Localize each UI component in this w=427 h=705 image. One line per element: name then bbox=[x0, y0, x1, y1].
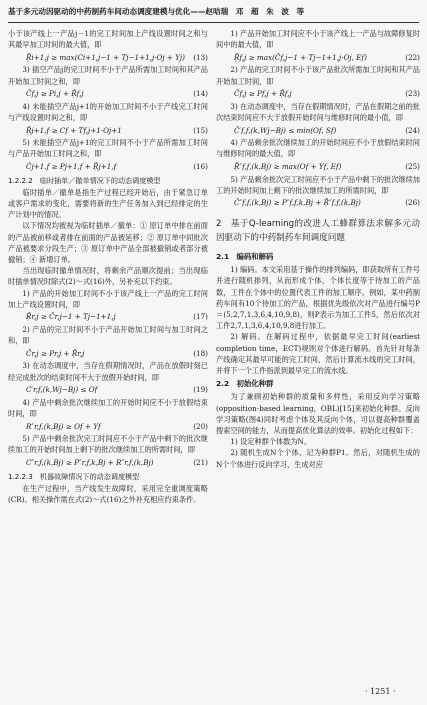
section-heading: 2 基于Q-learning的改进人工蜂群算法求解多元动因驱动下的中药制药车间调度问题 bbox=[216, 219, 420, 243]
paragraph: 3) 在动态调度中，当存在假期情况时，产品在假期之前的批次结束时间应不大于放假开始时间与维修时间的最小值，即 bbox=[216, 101, 420, 123]
subsection-heading: 1.2.2.3 机器故障情况下的动态调度模型 bbox=[8, 471, 140, 481]
equation-body: Ĉr,j ≥ Pr,j + Ṝr,j bbox=[26, 348, 85, 358]
paragraph: 3) 在动态调度中，当存在假期情况时，产品在放假时刻已经完成批次的结束时间不大于放假开始时间，即 bbox=[8, 361, 208, 382]
left-column bbox=[8, 28, 208, 505]
paragraph: 4) 产品中剩余批次继续加工的开始时间应不小于放假结束时间，即 bbox=[8, 397, 208, 419]
paragraph: 5) 产品中剩余批次完工时间应不小于产品中剩下的批次继续加工的开始时间加上剩下的批次继续加工的所需时间，即 bbox=[8, 434, 208, 455]
equation-body: Ĉ″f,f,(k,Bj) ≥ P″f,f,k,Bj + Ṝ″f,f,(k,Bj) bbox=[234, 198, 361, 208]
paragraph: 5) 产品剩余批次完工时间应不小于产品中剩下的批次继续加工的开始时间加上剩下的批次继续加工的所需时间，即 bbox=[216, 174, 420, 195]
paragraph: 2) 解码。在解码过程中，依据最早完工时间(earliest completion time，ECT)规则对个体进行解码。首先针对每条产线确定其最早可能的完工时间，然后计算流水线的完工时间，并将下一个工件指派到最早完工的流水线。 bbox=[216, 332, 420, 376]
equation-15 bbox=[8, 123, 208, 137]
equation-number: (21) bbox=[193, 458, 208, 468]
paragraph: 1) 产品开始加工时间应不小于该产线上一产品与故障修复时间中的最大值，即 bbox=[216, 29, 420, 50]
paragraph: 1) 编码。本文采用基于操作的排列编码，即获取所有工件号并进行随机排列，从而形成个体，个体长度等于待加工的产品数，工件在个体中的位置代表工件的加工顺序。例如，某中药制药车间有10个待加工的产品，根据优先级依次对产品进行编号P＝(5,2,7,1,3,6,4,10,9,8)，则P表示为加工工件5，然后依次对工件2,7,1,3,6,4,10,9,8进行加工。 bbox=[216, 265, 420, 331]
paragraph: 2) 产品的完工时间不小于产品开始加工时间与加工时间之和，即 bbox=[8, 325, 208, 346]
paragraph: 4) 未能插空产品j+1的开始加工时间不小于产线完工时间与产线设置时间之和，即 bbox=[8, 101, 208, 123]
equation-number: (16) bbox=[193, 162, 208, 172]
equation-number: (14) bbox=[193, 89, 208, 99]
subsection-heading: 1.2.2.2 临时插单／撤单情况下的动态调度模型 bbox=[8, 175, 161, 185]
equation-21 bbox=[8, 456, 208, 470]
equation-23 bbox=[216, 87, 420, 101]
subsection-heading: 2.2 初始化种群 bbox=[216, 379, 274, 389]
paragraph: 临时插单／撤单是指生产过程已经开始后，由于紧急订单或客户需求的变化，需要将新的生产任务加入到已经排定的生产计划中的情况。 bbox=[8, 187, 208, 220]
paragraph: 在生产过程中，当产线发生故障时，采用完全重调度策略(CR)。相关操作需在式(2)～式(16)之外补充相应约束条件。 bbox=[8, 483, 208, 505]
equation-number: (24) bbox=[405, 125, 420, 135]
paragraph: 小于该产线上一产品j－1的完工时间加上产线设置时间之和与其最早加工时间的最大值，即 bbox=[8, 29, 208, 50]
equation-20 bbox=[8, 419, 208, 433]
paragraph: 1) 产品的开始加工时间不小于该产线上一产品的完工时间加上产线设置时间，即 bbox=[8, 288, 208, 309]
equation-17 bbox=[8, 310, 208, 324]
equation-26 bbox=[216, 196, 420, 210]
equation-number: (25) bbox=[405, 162, 420, 172]
equation-number: (22) bbox=[405, 52, 420, 62]
paragraph: 3) 插空产品j的完工时间不小于产品所需加工时间和其产品开始加工时间之和，即 bbox=[8, 65, 208, 86]
equation-number: (23) bbox=[405, 89, 420, 99]
equation-body: C″r,f,(k,Bj) ≥ P″r,f,k,Bj + R″r,f,(k,Bj) bbox=[26, 458, 154, 468]
equation-13 bbox=[8, 50, 208, 64]
paragraph: 2) 随机生成N个个体，记为种群P1。然后，对随机生成的N个个体进行反向学习，生成对应 bbox=[216, 448, 420, 469]
equation-body: Ĉ′f,f,(k,Wj−Bj) ≤ min(Of, Sf) bbox=[234, 125, 337, 135]
equation-body: C′r,f,(k,Wj−Bj) ≤ Of bbox=[26, 385, 98, 395]
page-number: · 1251 · bbox=[365, 687, 396, 696]
paragraph: 以下情况均被视为临时插单／撤单：① 原订单中排在前面的产品被前移或者排在前面的产品被延移；② 原订单中同批次产品被要求分段生产；③ 原订单中产品全部被撤销或者部分被撤销；④ 新增订单。 bbox=[8, 221, 208, 265]
paragraph: 5) 未能插空产品j+1的完工时间不小于产品所需加工时间与产品开始加工时间之和，即 bbox=[8, 138, 208, 159]
equation-body: Ĉf,j ≥ Pf,j + Ṝf,j bbox=[234, 89, 292, 99]
paragraph: 为了兼顾初始种群的质量和多样性，采用反向学习策略(opposition-based learning，OBL)[15]来初始化种群。反向学习策略(图4)同时考虑个体及其反向个体，可以提高种群覆盖搜索空间的能力，从而提高优化算法的效率。初始化过程如下： bbox=[216, 392, 420, 436]
equation-number: (19) bbox=[193, 385, 208, 395]
paragraph: 4) 产品剩余批次继续加工的开始时间应不小于放假结束时间与维修时间的最大值，即 bbox=[216, 138, 420, 159]
equation-18 bbox=[8, 346, 208, 360]
equation-body: Ṝr,j ≥ Ĉr,j−1 + Tj−1+1,j bbox=[26, 312, 116, 322]
equation-body: Ĉf,j ≥ Pi,j + Ṝf,j bbox=[26, 89, 84, 99]
equation-24 bbox=[216, 123, 420, 137]
right-column bbox=[216, 28, 420, 470]
equation-14 bbox=[8, 87, 208, 101]
equation-25 bbox=[216, 160, 420, 174]
equation-body: R″r,f,(k,Bj) ≥ Of + Yf bbox=[26, 421, 101, 431]
equation-body: Ĉj+1,f ≥ Pj+1,f + Ṝj+1,f bbox=[26, 162, 117, 172]
running-header: 基于多元动因驱动的中药制药车间动态调度建模与优化——赵咭瑞 邓 超 朱 波 等 bbox=[8, 4, 419, 23]
equation-body: Ṝj+1,f ≥ Cf + Tf,j+1·Oj+1 bbox=[26, 125, 122, 135]
equation-22 bbox=[216, 50, 420, 64]
paragraph: 当出现临时撤单情况时，将剩余产品顺次提前；当出现临时插单情况时除式(2)～式(16)外，另补充以下约束。 bbox=[8, 266, 208, 287]
equation-body: Ṝ″f,f,(k,Bj) ≥ max(Of + Yf, Ef) bbox=[234, 162, 342, 172]
equation-number: (17) bbox=[193, 312, 208, 322]
equation-body: Ṝi+1,j ≥ max(Ci+1,j−1 + Tj−1+1,j·Oj + Yj) bbox=[26, 52, 185, 62]
equation-number: (13) bbox=[193, 52, 208, 62]
equation-19 bbox=[8, 383, 208, 397]
equation-number: (15) bbox=[193, 125, 208, 135]
subsection-heading: 2.1 编码和解码 bbox=[216, 252, 274, 262]
equation-16 bbox=[8, 160, 208, 174]
paragraph: 2) 产品的完工时间不小于该产品批次所需加工时间和其产品开始加工时间，即 bbox=[216, 65, 420, 86]
equation-number: (26) bbox=[405, 198, 420, 208]
paragraph: 1) 设定种群个体数为N。 bbox=[230, 437, 312, 447]
equation-body: Ṝf,j ≥ max(Ĉf,j−1 + Tj−1+1,j·Oj, Ef) bbox=[234, 52, 367, 62]
equation-number: (20) bbox=[193, 421, 208, 431]
equation-number: (18) bbox=[193, 348, 208, 358]
